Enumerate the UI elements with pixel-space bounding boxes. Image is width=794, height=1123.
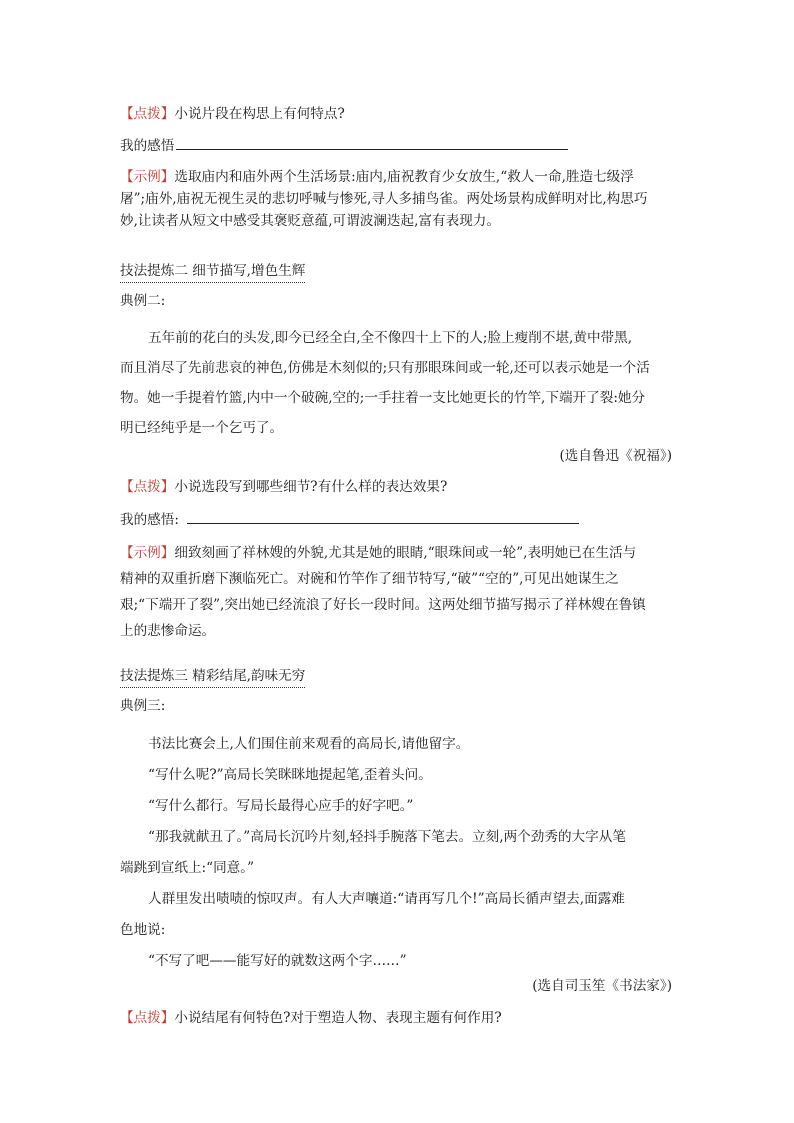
passage-line: 端跳到宣纸上:“同意。” — [120, 860, 255, 876]
example-line: 选取庙内和庙外两个生活场景:庙内,庙祝教育少女放生,“救人一命,胜造七级浮 — [174, 169, 634, 185]
passage-line: 五年前的花白的头发,即今已经全白,全不像四十上下的人;脸上瘦削不堪,黄中带黑, — [148, 330, 633, 346]
section-heading: 技法提炼二 细节描写,增色生辉 — [120, 262, 305, 283]
example-line: 精神的双重折磨下濒临死亡。对碗和竹竿作了细节特写,“破”“空的”,可见出她谋生之 — [120, 571, 619, 587]
passage-line: “写什么呢?”高局长笑眯眯地提起笔,歪着头问。 — [148, 767, 432, 783]
example-label: 典例二: — [120, 293, 166, 309]
example-answer-1 — [120, 166, 672, 232]
passage-line: 色地说: — [120, 922, 166, 938]
dianbo-question-2 — [120, 478, 672, 496]
skill-2-heading — [120, 262, 672, 283]
dianbo-question-3 — [120, 1009, 672, 1027]
example-label: 典例三: — [120, 698, 166, 714]
question-text: 小说选段写到哪些细节?有什么样的表达效果? — [174, 479, 448, 495]
passage-line: “写什么都行。写局长最得心应手的好字吧。” — [148, 798, 414, 814]
passage-line: 而且消尽了先前悲哀的神色,仿佛是木刻似的;只有那眼珠间或一轮,还可以表示她是一个活 — [120, 360, 650, 376]
source-citation: (选自鲁迅《祝福》) — [559, 448, 672, 464]
question-text: 小说结尾有何特色?对于塑造人物、表现主题有何作用? — [174, 1010, 502, 1026]
example-line: 艰;“下端开了裂”,突出她已经流浪了好长一段时间。这两处细节描写揭示了祥林嫂在鲁镇 — [120, 597, 646, 613]
skill-3-heading — [120, 667, 672, 688]
dianbo-tag: 【点拨】 — [120, 106, 175, 122]
feeling-label: 我的感悟 — [120, 138, 175, 154]
feeling-label: 我的感悟: — [120, 512, 179, 528]
example-tag: 【示例】 — [120, 545, 175, 561]
passage-line: 书法比赛会上,人们围住前来观看的高局长,请他留字。 — [148, 736, 470, 752]
answer-blank[interactable] — [187, 510, 579, 524]
example-line: 上的悲惨命运。 — [120, 623, 216, 639]
example-answer-2 — [120, 540, 672, 644]
dianbo-tag: 【点拨】 — [120, 1010, 175, 1026]
passage-line: 人群里发出啧啧的惊叹声。有人大声嚷道:“请再写几个!”高局长循声望去,面露难 — [148, 891, 625, 907]
example-line: 细致刻画了祥林嫂的外貌,尤其是她的眼睛,“眼珠间或一轮”,表明她已在生活与 — [174, 545, 637, 561]
example-line: 妙,让读者从短文中感受其褒贬意蕴,可谓波澜迭起,富有表现力。 — [120, 213, 500, 229]
passage-line: “不写了吧——能写好的就数这两个字……” — [148, 953, 407, 969]
dianbo-tag: 【点拨】 — [120, 479, 175, 495]
answer-blank[interactable] — [176, 136, 568, 150]
example-3-label — [120, 697, 672, 715]
passage-line: 物。她一手提着竹篮,内中一个破碗,空的;一手拄着一支比她更长的竹竿,下端开了裂:她分 — [120, 390, 646, 406]
passage-line: 明已经纯乎是一个乞丐了。 — [120, 420, 284, 436]
source-2 — [120, 447, 672, 465]
feeling-line-2 — [120, 510, 672, 529]
example-2-passage — [120, 323, 672, 443]
dianbo-question-1 — [120, 105, 672, 123]
section-heading: 技法提炼三 精彩结尾,韵味无穷 — [120, 667, 305, 688]
feeling-line-1 — [120, 136, 672, 155]
source-3 — [120, 977, 672, 995]
example-line: 屠”;庙外,庙祝无视生灵的悲切呼喊与惨死,寻人多捕鸟雀。两处场景构成鲜明对比,构思巧 — [120, 191, 648, 207]
source-citation: (选自司玉笙《书法家》) — [532, 978, 672, 994]
question-text: 小说片段在构思上有何特点? — [174, 106, 345, 122]
passage-line: “那我就献丑了。”高局长沉吟片刻,轻抖手腕落下笔去。立刻,两个劲秀的大字从笔 — [148, 829, 626, 845]
example-3-passage — [120, 729, 672, 977]
example-2-label — [120, 292, 672, 310]
example-tag: 【示例】 — [120, 169, 175, 185]
